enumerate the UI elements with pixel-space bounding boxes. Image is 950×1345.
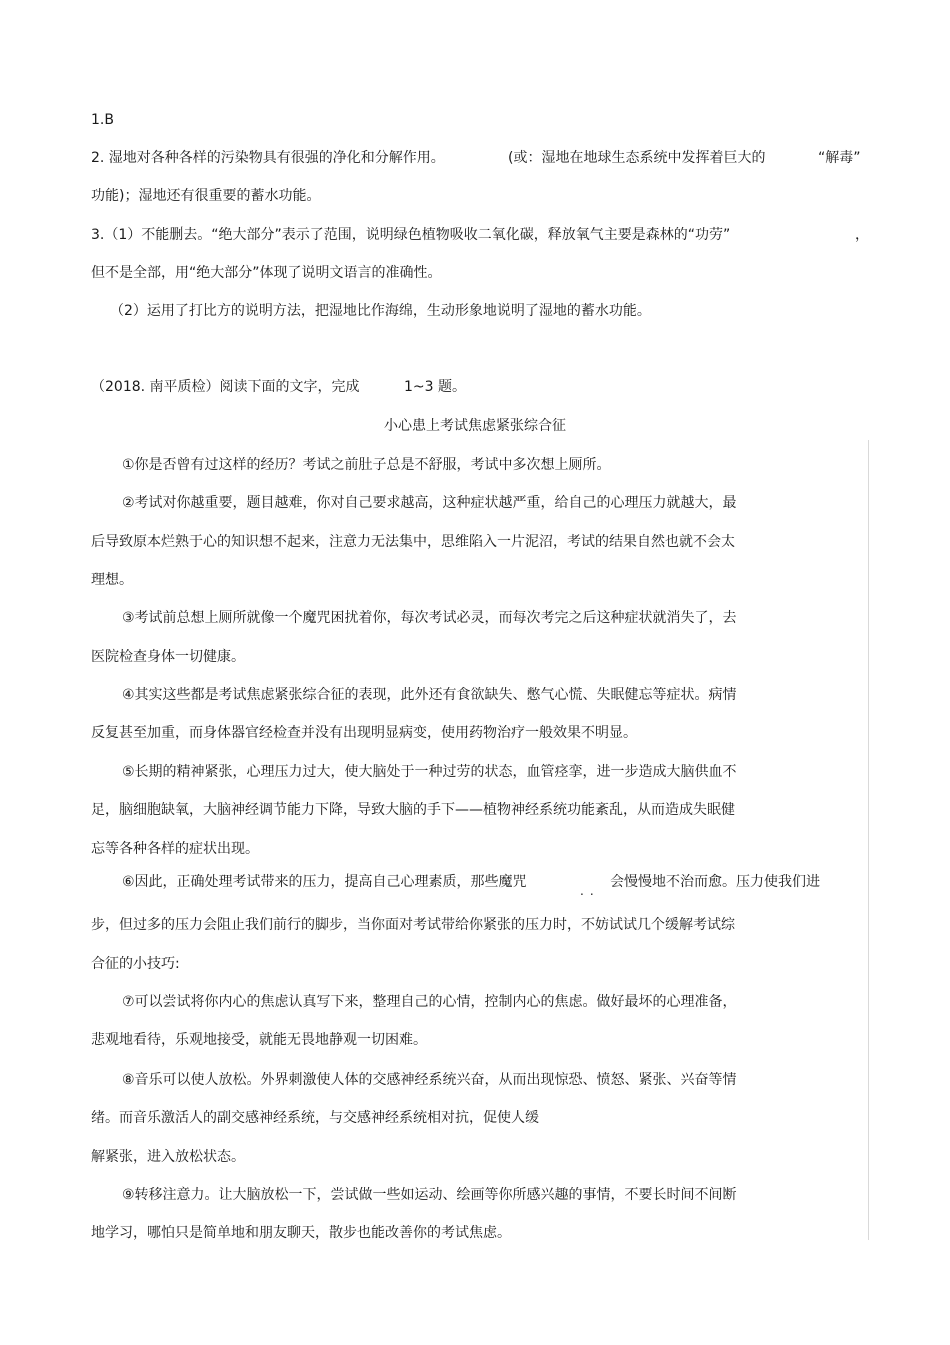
paragraph-2-line-2: 后导致原本烂熟于心的知识想不起来，注意力无法集中，思维陷入一片泥沼，考试的结果自然也就不会太 — [91, 534, 735, 550]
page-border-line — [868, 440, 869, 1240]
paragraph-9-line-2: 地学习，哪怕只是简单地和朋友聊天，散步也能改善你的考试焦虑。 — [91, 1225, 511, 1241]
paragraph-2-line-1: ②考试对你越重要，题目越难，你对自己要求越高，这种症状越严重，给自己的心理压力就越大，最 — [122, 495, 737, 511]
paragraph-6-line-1: ⑥因此，正确处理考试带来的压力，提高自己心理素质，那些魔咒 — [122, 874, 527, 890]
answer-2-line-2: 功能)；湿地还有很重要的蓄水功能。 — [91, 188, 321, 204]
answer-2-line-1: 2. 湿地对各种各样的污染物具有很强的净化和分解作用。 — [91, 150, 445, 166]
answer-3-line-2: 但不是全部，用“绝大部分”体现了说明文语言的准确性。 — [91, 265, 442, 281]
emphasis-dots: .. — [580, 884, 600, 898]
passage-intro-range: 1~3 题。 — [404, 379, 466, 395]
paragraph-5-line-3: 忘等各种各样的症状出现。 — [91, 841, 259, 857]
paragraph-6-line-3: 合征的小技巧: — [91, 956, 180, 972]
answer-3-comma: ， — [855, 227, 869, 243]
answer-3-line-1: 3.（1）不能删去。“绝大部分”表示了范围，说明绿色植物吸收二氧化碳，释放氧气主要是森林的“功劳” — [91, 227, 731, 243]
paragraph-9-line-1: ⑨转移注意力。让大脑放松一下，尝试做一些如运动、绘画等你所感兴趣的事情，不要长时间不间断 — [122, 1187, 737, 1203]
paragraph-4-line-1: ④其实这些都是考试焦虑紧张综合征的表现，此外还有食欲缺失、憋气心慌、失眠健忘等症状。病情 — [122, 687, 737, 703]
answer-2-quote: “解毒” — [818, 150, 861, 166]
paragraph-3-line-1: ③考试前总想上厕所就像一个魔咒困扰着你，每次考试必灵，而每次考完之后这种症状就消失了，去 — [122, 610, 737, 626]
answer-3-part-2: （2）运用了打比方的说明方法，把湿地比作海绵，生动形象地说明了湿地的蓄水功能。 — [110, 303, 651, 319]
passage-title: 小心患上考试焦虑紧张综合征 — [384, 418, 566, 434]
paragraph-8-line-2: 绪。而音乐激活人的副交感神经系统，与交感神经系统相对抗，促使人缓 — [91, 1110, 539, 1126]
paragraph-7-line-2: 悲观地看待，乐观地接受，就能无畏地静观一切困难。 — [91, 1032, 427, 1048]
paragraph-6-line-2: 步，但过多的压力会阻止我们前行的脚步，当你面对考试带给你紧张的压力时，不妨试试几个缓解考试综 — [91, 917, 735, 933]
paragraph-8-line-1: ⑧音乐可以使人放松。外界刺激使人体的交感神经系统兴奋，从而出现惊恐、愤怒、紧张、兴奋等情 — [122, 1072, 737, 1088]
paragraph-5-line-1: ⑤长期的精神紧张，心理压力过大，使大脑处于一种过劳的状态，血管痉挛，进一步造成大脑供血不 — [122, 764, 737, 780]
paragraph-4-line-2: 反复甚至加重，而身体器官经检查并没有出现明显病变，使用药物治疗一般效果不明显。 — [91, 725, 637, 741]
passage-intro: （2018. 南平质检）阅读下面的文字，完成 — [91, 379, 360, 395]
paragraph-8-line-3: 解紧张，进入放松状态。 — [91, 1149, 245, 1165]
paragraph-7-line-1: ⑦可以尝试将你内心的焦虑认真写下来，整理自己的心情，控制内心的焦虑。做好最坏的心理准备， — [122, 994, 737, 1010]
paragraph-5-line-2: 足，脑细胞缺氧，大脑神经调节能力下降，导致大脑的手下——植物神经系统功能紊乱，从而造成失眠健 — [91, 802, 735, 818]
paragraph-2-line-3: 理想。 — [91, 572, 133, 588]
answer-2-alt-text: (或：湿地在地球生态系统中发挥着巨大的 — [508, 150, 766, 166]
paragraph-1: ①你是否曾有过这样的经历？考试之前肚子总是不舒服，考试中多次想上厕所。 — [122, 457, 611, 473]
paragraph-3-line-2: 医院检查身体一切健康。 — [91, 649, 245, 665]
answer-1: 1.B — [91, 112, 114, 128]
paragraph-6-line-1-end: 会慢慢地不治而愈。压力使我们进 — [610, 874, 820, 890]
